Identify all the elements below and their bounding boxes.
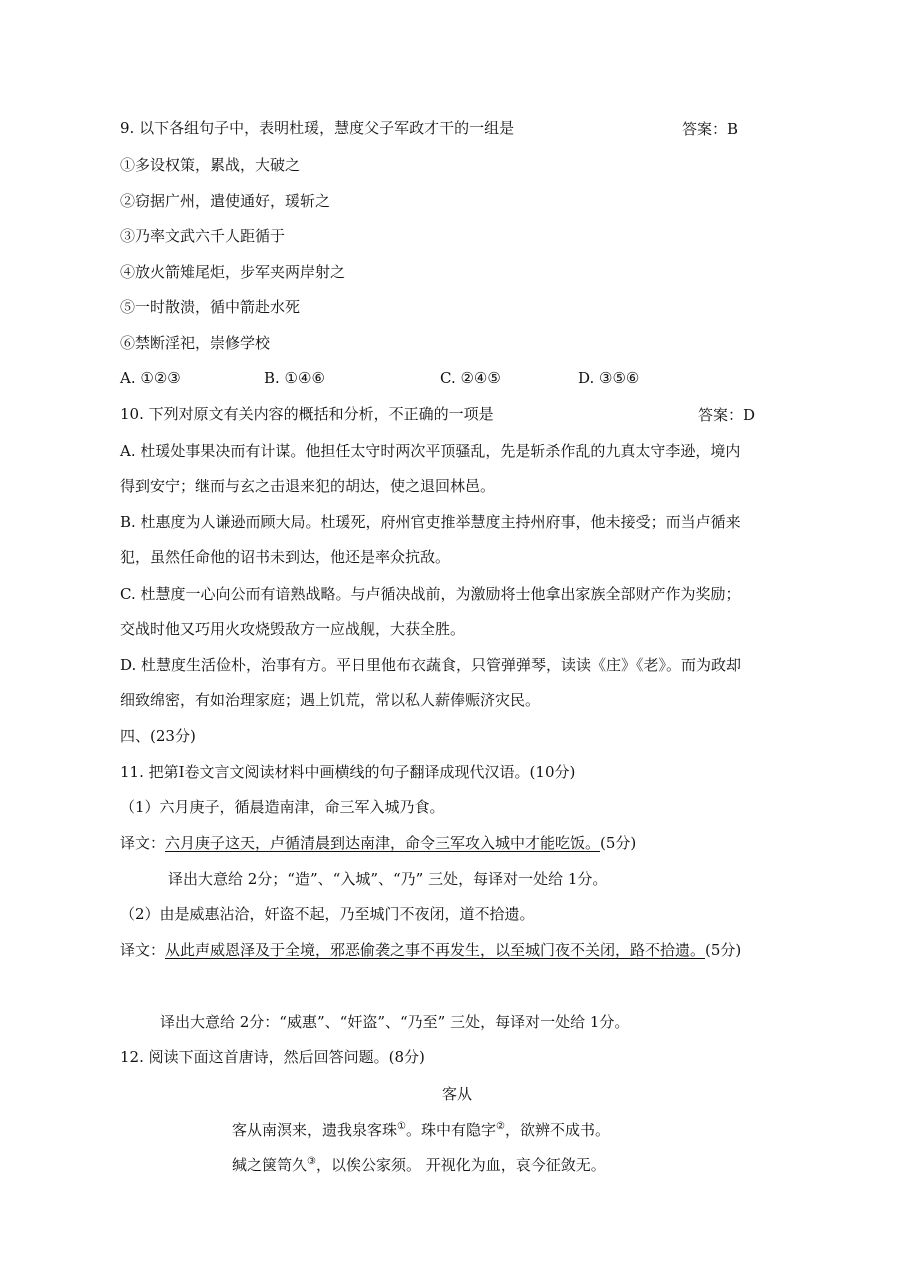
q10-option-b-line-1: B. 杜惠度为人谦逊而顾大局。杜瑗死，府州官吏推举慧度主持州府事，他未接受；而当卢循来: [120, 513, 741, 531]
q9-option-a: A. ①②③: [120, 369, 181, 387]
q10-option-d-line-1: D. 杜慧度生活俭朴，治事有方。平日里他布衣蔬食，只管弹弹琴，读读《庄》《老》。而为政却: [120, 656, 742, 674]
q10-option-a-line-1: A. 杜瑗处事果决而有计谋。他担任太守时两次平顶骚乱，先是斩杀作乱的九真太守李逊，境内: [120, 442, 741, 460]
translation-1-text: 六月庚子这天，卢循清晨到达南津，命令三军攻入城中才能吃饭。: [165, 834, 601, 852]
q10-option-d-line-2: 细致绵密，有如治理家庭；遇上饥荒，常以私人薪俸赈济灾民。: [120, 691, 541, 709]
q9-item-2: ②窃据广州，遣使通好，瑗斩之: [120, 192, 331, 210]
q10-option-c-line-1: C. 杜慧度一心向公而有谙熟战略。与卢循决战前，为激励将士他拿出家族全部财产作为奖励；: [120, 585, 741, 603]
translation-2-text: 从此声威恩泽及于全境，邪恶偷袭之事不再发生，以至城门夜不关闭，路不拾遗。: [165, 941, 706, 959]
translation-label: 译文：: [120, 834, 166, 852]
q9-option-d: D. ③⑤⑥: [578, 369, 640, 387]
q11-grading-1: 译出大意给 2分；“造”、“入城”、“乃” 三处，每译对一处给 1分。: [168, 870, 608, 888]
q9-item-6: ⑥禁断淫祀，崇修学校: [120, 334, 271, 352]
q10-question: 10. 下列对原文有关内容的概括和分析，不正确的一项是: [120, 405, 494, 423]
q9-item-5: ⑤一时散溃，循中箭赴水死: [120, 298, 301, 316]
poem-line-2-part-a: 缄之箧笥久: [232, 1156, 308, 1174]
q10-option-c-line-2: 交战时他又巧用火攻烧毁敌方一应战舰，大获全胜。: [120, 620, 466, 638]
q11-sentence-1: （1）六月庚子，循晨造南津，命三军入城乃食。: [120, 798, 445, 816]
q9-option-b: B. ①④⑥: [264, 369, 325, 387]
q11-grading-2: 译出大意给 2分：“威惠”、“奸盗”、“乃至” 三处，每译对一处给 1分。: [160, 1013, 630, 1031]
section-4-heading: 四、(23分): [120, 727, 196, 745]
poem-line-1-part-b: 。珠中有隐字: [405, 1121, 496, 1139]
q11-sentence-2: （2）由是威惠沾洽，奸盗不起，乃至城门不夜闭，道不拾遗。: [120, 905, 535, 923]
translation-label: 译文：: [120, 941, 166, 959]
q12-title: 12. 阅读下面这首唐诗，然后回答问题。(8分): [120, 1048, 425, 1066]
translation-2-score: (5分): [705, 941, 742, 959]
q9-item-3: ③乃率文武六千人距循于: [120, 227, 286, 245]
footnote-marker-3: ③: [307, 1156, 316, 1167]
footnote-marker-1: ①: [397, 1121, 406, 1132]
footnote-marker-2: ②: [496, 1121, 505, 1132]
poem-title: 客从: [442, 1085, 473, 1103]
q11-translation-2: [120, 940, 741, 960]
q9-item-4: ④放火箭雉尾炬，步军夹两岸射之: [120, 263, 346, 281]
q9-question: 9. 以下各组句子中，表明杜瑗，慧度父子军政才干的一组是: [120, 119, 515, 137]
q11-title: 11. 把第Ⅰ卷文言文阅读材料中画横线的句子翻译成现代汉语。(10分): [120, 763, 576, 781]
q9-item-1: ①多设权策，累战，大破之: [120, 156, 301, 174]
q10-answer: 答案：D: [698, 406, 756, 424]
q9-answer: 答案：B: [682, 120, 739, 138]
poem-line-1-part-c: ，欲辨不成书。: [504, 1121, 610, 1139]
q9-option-c: C. ②④⑤: [440, 369, 501, 387]
q10-option-b-line-2: 犯，虽然任命他的诏书未到达，他还是率众抗敌。: [120, 548, 451, 566]
poem-line-2: [232, 1155, 606, 1175]
q11-translation-1: [120, 833, 636, 853]
translation-1-score: (5分): [600, 834, 637, 852]
q10-option-a-line-2: 得到安宁；继而与玄之击退来犯的胡达，使之退回林邑。: [120, 477, 496, 495]
poem-line-1-part-a: 客从南溟来，遗我泉客珠: [232, 1121, 398, 1139]
poem-line-2-part-b: ，以俟公家须。 开视化为血，哀今征敛无。: [315, 1156, 606, 1174]
poem-line-1: [232, 1120, 610, 1140]
